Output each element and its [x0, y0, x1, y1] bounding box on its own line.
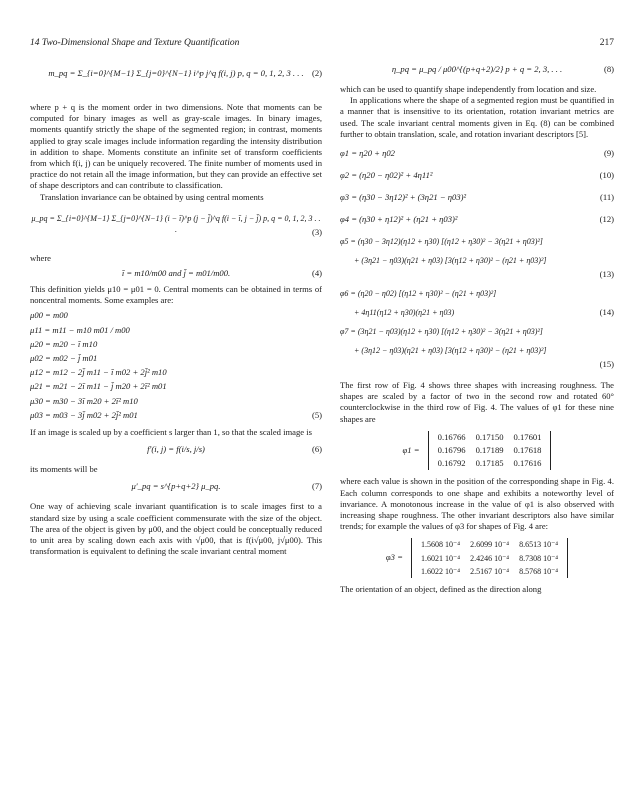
- phi1-cell: 0.16792: [437, 458, 466, 469]
- phi1-cell: 0.16766: [437, 431, 466, 442]
- equation-3: [30, 203, 322, 247]
- equation-15-line-2: + (3η12 − η03)(η21 + η03) [3(η12 + η30)² − (η21 + η03)²]: [354, 346, 547, 356]
- equation-8: [340, 58, 614, 84]
- equation-15: [340, 326, 614, 370]
- paragraph-its-moments: its moments will be: [30, 464, 98, 475]
- equation-8-body: η_pq = μ_pq / μ00^{(p+q+2)/2} p + q = 2, 3, . . .: [391, 64, 563, 74]
- page-number: 217: [599, 38, 614, 48]
- phi3-cell: 2.6099 10⁻⁴: [470, 540, 510, 550]
- equation-10: [340, 170, 614, 184]
- example-mu21: μ21 = m21 − 2ī m11 − j̄ m20 + 2ī² m01: [30, 381, 167, 392]
- equation-5-block: [30, 310, 322, 421]
- left-column: [30, 58, 322, 557]
- paragraph-orientation: The orientation of an object, defined as the direction along: [340, 584, 542, 595]
- running-header: [30, 38, 614, 52]
- phi1-cell: 0.17618: [513, 445, 542, 456]
- example-mu12: μ12 = m12 − 2j̄ m11 − ī m02 + 2j̄² m10: [30, 367, 167, 378]
- phi3-row: [416, 565, 563, 578]
- equation-14-line-2: + 4η11(η12 + η30)(η21 + η03): [354, 308, 455, 318]
- phi3-row: [416, 552, 563, 565]
- phi3-cell: 1.6022 10⁻⁴: [421, 566, 461, 576]
- word-where: where: [30, 252, 51, 263]
- equation-15-line-1: φ7 = (3η21 − η03)(η12 + η30) [(η12 + η30)² − 3(η21 + η03)²]: [340, 327, 543, 337]
- paragraph-location-size: which can be used to quantify shape independently from location and size.: [340, 84, 597, 94]
- equation-13: [340, 236, 614, 280]
- equation-5-tag: (5): [311, 409, 322, 420]
- equation-6-tag: (6): [311, 444, 322, 455]
- equation-9-body: φ1 = η20 + η02: [340, 148, 395, 159]
- phi1-row: [433, 444, 547, 457]
- equation-11: [340, 192, 614, 206]
- phi1-row: [433, 457, 547, 470]
- equation-4-body: ī = m10/m00 and j̄ = m01/m00.: [121, 268, 231, 279]
- equation-7-tag: (7): [311, 481, 322, 492]
- equation-8-tag: (8): [603, 64, 614, 74]
- phi3-cell: 8.7308 10⁻⁴: [519, 553, 559, 563]
- equation-2: [30, 58, 322, 102]
- phi3-cell: 8.6513 10⁻⁴: [519, 540, 559, 550]
- phi1-cell: 0.16796: [437, 445, 466, 456]
- paragraph-figure-4: The first row of Fig. 4 shows three shapes with increasing roughness. The shapes are scaled by a factor of two in the second row and rotated 60° counterclockwise in the third row of Fig. 4. The values of φ1 for these nine shapes are: [340, 380, 614, 424]
- equation-14-line-1: φ6 = (η20 − η02) [(η12 + η30)² − (η21 + η03)²]: [340, 289, 497, 299]
- phi3-matrix: [411, 538, 568, 578]
- example-mu11: μ11 = m11 − m10 m01 / m00: [30, 324, 130, 335]
- equation-12-body: φ4 = (η30 + η12)² + (η21 + η03)²: [340, 214, 458, 225]
- equation-9: [340, 148, 614, 162]
- phi1-cell: 0.17189: [475, 445, 504, 456]
- equation-2-body: m_pq = Σ_{i=0}^{M−1} Σ_{j=0}^{N−1} i^p j^q f(i, j) p, q = 0, 1, 2, 3 . . .: [48, 68, 304, 78]
- example-mu20: μ20 = m20 − ī m10: [30, 338, 98, 349]
- equation-3-body: μ_pq = Σ_{i=0}^{M−1} Σ_{j=0}^{N−1} (i − ī)^p (j − j̄)^q f(i − ī, j − j̄) p, q = 0, 1, 2, 3 . . .: [31, 213, 321, 235]
- phi1-cell: 0.17185: [475, 458, 504, 469]
- phi1-cell: 0.17150: [475, 431, 504, 442]
- equation-4: [30, 264, 322, 284]
- equation-3-tag: (3): [311, 226, 322, 237]
- example-mu00: μ00 = m00: [30, 310, 68, 321]
- equation-4-tag: (4): [311, 268, 322, 279]
- equation-10-body: φ2 = (η20 − η02)² + 4η11²: [340, 170, 433, 181]
- phi3-label: φ3 =: [385, 552, 403, 563]
- paragraph-translation: Translation invariance can be obtained by using central moments: [40, 191, 264, 202]
- paragraph-scale-invariance: One way of achieving scale invariant quantification is to scale images first to a standard size by using a scale coefficient commensurate with the size of the object. The area of the object is given by μ00, and the object could be conceptually reduced to unit area by scaling down each axis with √μ00, that is f(i√μ00, j√μ00). This transformation is equivalent to defining the scale invariant central moment: [30, 501, 322, 557]
- paragraph-invariance-trend: where each value is shown in the position of the corresponding shape in Fig. 4. Each column corresponds to one shape and exhibits a noteworthy level of invariance. A monotonous increase in the value of φ1 is also observed with increasing shape roughness. The other invariant descriptors also have similar trends; for example the values of φ3 for shapes of Fig. 4 are:: [340, 476, 614, 532]
- equation-13-line-2: + (3η21 − η03)(η21 + η03) [3(η12 + η30)² − (η21 + η03)²]: [354, 256, 547, 266]
- equation-12: [340, 214, 614, 228]
- equation-6: [30, 438, 322, 464]
- phi3-cell: 2.4246 10⁻⁴: [470, 553, 510, 563]
- phi3-cell: 2.5167 10⁻⁴: [470, 566, 510, 576]
- equation-7: [30, 475, 322, 501]
- equation-14-tag: (14): [599, 307, 614, 318]
- paragraph-moments: where p + q is the moment order in two dimensions. Note that moments can be computed for binary images as well as gray-scale images. In binary images, moments quantify strictly the shape of the segmented region; in contrast, moments applied to gray scale images include information regarding the intensity distribution in addition to shape. Moments constitute an infinite set of transform coefficients from which f(i, j) can be uniquely recovered. The finite number of moments used in practice do not retain all the image information, but they can provide an effective set of shape descriptors and can contribute to classification.: [30, 102, 322, 191]
- phi1-cell: 0.17601: [513, 431, 542, 442]
- phi1-matrix: [428, 431, 552, 471]
- equation-11-body: φ3 = (η30 − 3η12)² + (3η21 − η03)²: [340, 192, 467, 203]
- header-chapter-title: 14 Two-Dimensional Shape and Texture Quantification: [30, 38, 240, 48]
- equation-11-tag: (11): [600, 192, 614, 203]
- phi1-matrix-block: [340, 431, 614, 471]
- equation-13-tag: (13): [599, 268, 614, 279]
- right-column: [340, 58, 614, 595]
- equation-2-tag: (2): [311, 68, 322, 78]
- phi3-cell: 8.5768 10⁻⁴: [519, 566, 559, 576]
- example-mu30: μ30 = m30 − 3ī m20 + 2ī² m10: [30, 395, 138, 406]
- paragraph-central-moments: This definition yields μ10 = μ01 = 0. Central moments can be obtained in terms of noncentral moments. Some examples are:: [30, 284, 322, 306]
- phi1-cell: 0.17616: [513, 458, 542, 469]
- equation-9-tag: (9): [603, 148, 614, 159]
- equation-15-tag: (15): [599, 358, 614, 369]
- equation-7-body: μ′_pq = s^{p+q+2} μ_pq.: [131, 481, 221, 492]
- paragraph-scaling: If an image is scaled up by a coefficient s larger than 1, so that the scaled image is: [30, 427, 312, 438]
- equation-13-line-1: φ5 = (η30 − 3η12)(η12 + η30) [(η12 + η30)² − 3(η21 + η03)²]: [340, 237, 543, 247]
- equation-6-body: f′(i, j) = f(i/s, j/s): [147, 444, 205, 455]
- equation-10-tag: (10): [599, 170, 614, 181]
- phi3-cell: 1.6021 10⁻⁴: [421, 553, 461, 563]
- phi3-matrix-block: [340, 538, 614, 578]
- equation-14: [340, 288, 614, 320]
- phi1-label: φ1 =: [402, 444, 420, 455]
- phi1-row: [433, 431, 547, 444]
- phi3-cell: 1.5608 10⁻⁴: [421, 540, 461, 550]
- equation-12-tag: (12): [599, 214, 614, 225]
- paragraph-rotation-invariance: In applications where the shape of a segmented region must be quantified in a manner that is insensitive to its orientation, rotation invariant metrics are used. The scale invariant central moments given in Eq. (8) can be combined further to obtain translation, scale, and rotation invariant descriptors [5].: [340, 95, 614, 139]
- phi3-row: [416, 538, 563, 551]
- example-mu02: μ02 = m02 − j̄ m01: [30, 353, 98, 364]
- example-mu03: μ03 = m03 − 3j̄ m02 + 2j̄² m01: [30, 409, 138, 420]
